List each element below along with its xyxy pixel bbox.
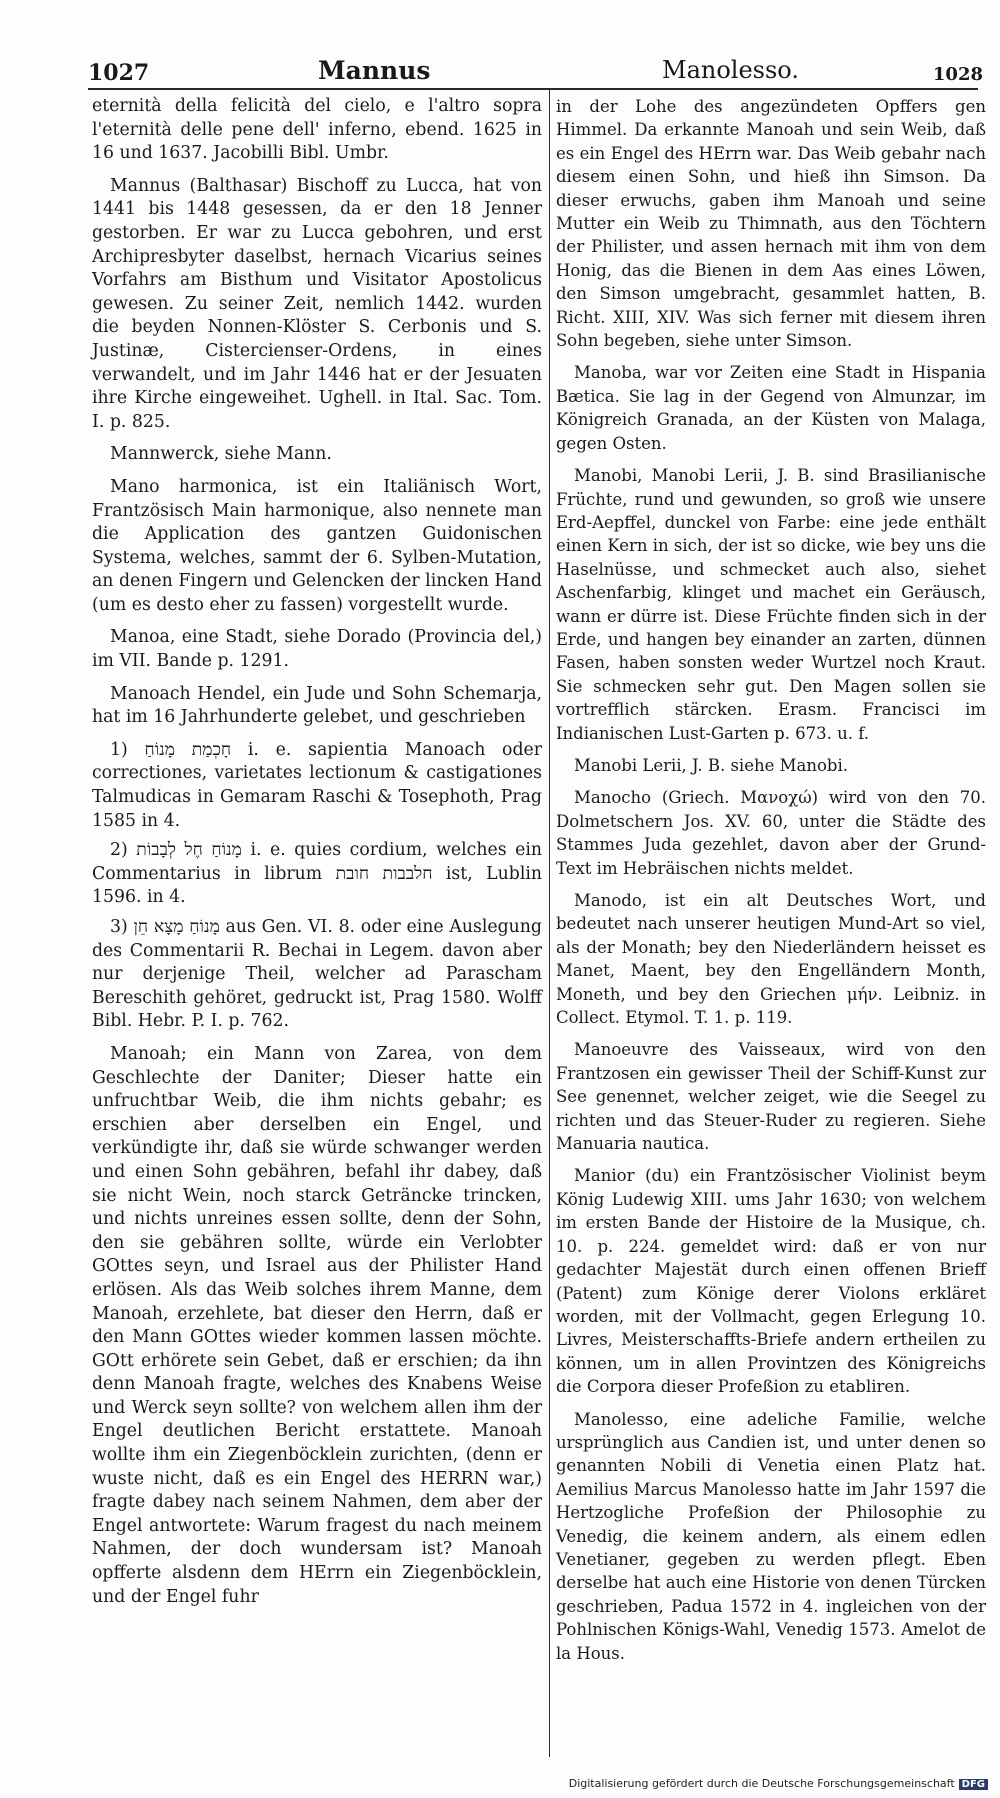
left-catchword: Mannus (318, 56, 431, 85)
right-catchword: Manolesso. (662, 56, 799, 84)
entry-manoa: Manoa, eine Stadt, siehe Dorado (Provincia del,) im VII. Bande p. 1291. (92, 627, 542, 672)
dfg-logo: DFG (959, 1779, 988, 1790)
right-page-number: 1028 (932, 64, 983, 85)
entry-manobi: Manobi, Manobi Lerii, J. B. sind Brasilianische Früchte, rund und gewunden, so groß wie unsere Erd-Aepffel, dunckel von Farbe: eine jede enthält einen Kern in sich, der ist so dicke, wie bey uns die Haselnüsse, und schmecket auch also, siehet Aschenfarbig, klinget und machet ein Geräusch, wann er dürre ist. Diese Früchte finden sich in der Erde, und hangen bey einander an zarten, dünnen Fasen, haben sonsten weder Wurtzel noch Kraut. Sie schmecken sehr gut. Den Magen sollen sie vortrefflich stärcken. Erasm. Francisci im Indianischen Lust-Garten p. 673. u. f. (556, 466, 986, 743)
entry-manocho: Manocho (Griech. Μανοχώ) wird von den 70. Dolmetschern Jos. XV. 60, unter die Städte des Stammes Juda gezehlet, davon aber der Grund-Text im Hebräischen nichts meldet. (556, 788, 986, 878)
entry-mannwerck: Mannwerck, siehe Mann. (110, 444, 332, 465)
entry-mano-harmonica: Mano harmonica, ist ein Italiänisch Wort, Frantzösisch Main harmonique, also nennete man die Application des gantzen Guidonischen Systema, welches, sammt der 6. Sylben-Mutation, an denen Fingern und Gelencken der lincken Hand (um es desto eher zu fassen) vorgestellt wurde. (92, 476, 542, 615)
entry-manodo: Manodo, ist ein alt Deutsches Wort, und bedeutet nach unserer heutigen Mund-Art so viel, als der Monath; bey den Niederländern heisset es Manet, Maent, bey den Engelländern Month, Moneth, und bey den Griechen μήν. Leibniz. in Collect. Etymol. T. 1. p. 119. (556, 891, 986, 1028)
work-item-1: 1) חָכְמַת מָנוֹחַ i. e. sapientia Manoach oder correctiones, varietates lectionum & castigationes Talmudicas in Gemaram Raschi & Tosephoth, Prag 1585 in 4. (92, 739, 543, 831)
entry-manior: Manior (du) ein Frantzösischer Violinist beym König Ludewig XIII. ums Jahr 1630; von welchem im ersten Bande der Histoire de la Musique, ch. 10. p. 224. gemeldet wird: daß er von nur gedachter Majestät durch einen offenen Brieff (Patent) zum Könige derer Violons erkläret worden, mit der Vollmacht, gegen Erlegung 10. Livres, Meisterschaffts-Briefe andern ertheilen zu können, um in allen Provintzen des Königreichs die Corpora dieser Profeßion zu etabliren. (556, 1166, 986, 1397)
entry-manobi-lerii: Manobi Lerii, J. B. siehe Manobi. (574, 755, 848, 775)
entry-manoba: Manoba, war vor Zeiten eine Stadt in Hispania Bætica. Sie lag in der Gegend von Almunzar, im Königreich Granada, an der Küsten von Malaga, gegen Osten. (556, 363, 986, 453)
entry-continuation: eternità della felicità del cielo, e l'altro sopra l'eternità delle pene dell' inferno, ebend. 1625 in 16 und 1637. Jacobilli Bibl. Umbr. (92, 96, 542, 164)
left-column (92, 95, 542, 1618)
entry-manoeuvre: Manoeuvre des Vaisseaux, wird von den Frantzosen ein gewisser Theil der Schiff-Kunst zur See genennet, welcher zeiget, wie die Seegel zu richten und das Steuer-Ruder zu regieren. Siehe Manuaria nautica. (556, 1040, 986, 1154)
left-page-number: 1027 (88, 60, 150, 86)
column-divider (549, 90, 550, 1757)
entry-manoah-continued: in der Lohe des angezündeten Opffers gen Himmel. Da erkannte Manoah und sein Weib, daß es ein Engel des HErrn war. Das Weib gebahr nach diesem einen Sohn, und hieß ihn Simson. Da dieser erwuchs, gaben ihm Manoah und seine Mutter ein Weib zu Thimnath, aus den Töchtern der Philister, und assen hernach mit ihm von dem Honig, das die Bienen in dem Aas eines Löwen, den Simson umgebracht, gesammlet hatten, B. Richt. XIII, XIV. Was sich ferner mit diesem ihren Sohn begeben, siehe unter Simson. (556, 97, 986, 351)
entry-mannus: Mannus (Balthasar) Bischoff zu Lucca, hat von 1441 bis 1448 gesessen, da er den 18 Jenner gestorben. Er war zu Lucca gebohren, und erst Archipresbyter daselbst, hernach Vicarius seines Vorfahrs am Bisthum und Visitator Apostolicus gewesen. Zu seiner Zeit, nemlich 1442. wurden die beyden Nonnen-Klöster S. Cerbonis und S. Justinæ, Cistercienser-Ordens, in eines verwandelt, und im Jahr 1446 hat er der Jesuaten ihre Kirche eingeweihet. Ughell. in Ital. Sac. Tom. I. p. 825. (92, 175, 542, 432)
work-item-3: 3) מָנוֹחַ מָצָא חֵן aus Gen. VI. 8. oder eine Auslegung des Commentarii R. Bechai in Legem. davon aber nur derjenige Theil, welcher ad Parascham Bereschith gehöret, gedruckt ist, Prag 1580. Wolff Bibl. Hebr. P. I. p. 762. (92, 917, 542, 1032)
entry-manoach-hendel: Manoach Hendel, ein Jude und Sohn Schemarja, hat im 16 Jahrhunderte gelebet, und geschrieben (92, 683, 542, 728)
digitization-credit (569, 1777, 988, 1790)
work-item-2: 2) מָנוֹחַ חֶל לְבָבוֹת i. e. quies cordium, welches ein Commentarius in librum חלבבות חובת ist, Lublin 1596. in 4. (92, 840, 543, 908)
right-column (556, 95, 986, 1674)
entry-manolesso: Manolesso, eine adeliche Familie, welche ursprünglich aus Candien ist, und unter denen so genannten Nobili di Venetia einen Platz hat. Aemilius Marcus Manolesso hatte im Jahr 1597 die Hertzogliche Profeßion der Philosophie zu Venedig, die keinem andern, als einem edlen Venetianer, gegeben zu werden pflegt. Eben derselbe hat auch eine Historie von denen Türcken geschrieben, Padua 1572 in 4. ingleichen von der Pohlnischen Königs-Wahl, Venedig 1573. Amelot de la Hous. (556, 1409, 986, 1663)
credit-text: Digitalisierung gefördert durch die Deutsche Forschungsgemeinschaft (568, 1777, 955, 1790)
entry-manoah: Manoah; ein Mann von Zarea, von dem Geschlechte der Daniter; Dieser hatte ein unfruchtbar Weib, die ihm nichts gebahr; es erschien aber derselben ein Engel, und verkündigte ihr, daß sie würde schwanger werden und einen Sohn gebähren, befahl ihr dabey, daß sie nicht Wein, noch starck Geträncke trincken, und nichts unreines essen sollte, denn der Sohn, den sie gebähren sollte, würde ein Verlobter GOttes seyn, und Israel aus der Philister Hand erlösen. Als das Weib solches ihrem Manne, dem Manoah, erzehlete, bat dieser den Herrn, daß er den Mann GOttes wieder kommen lassen möchte. GOtt erhörete sein Gebet, daß er erschien; da ihn denn Manoah fragte, welches des Knabens Weise und Werck seyn sollte? von welchem allen ihm der Engel deutlichen Bericht erstattete. Manoah wollte ihm ein Ziegenböcklein zurichten, (denn er wuste nicht, daß es ein Engel des HERRN war,) fragte dabey nach seinem Nahmen, dem aber der Engel antwortete: Warum fragest du nach meinem Nahmen, der doch wundersam ist? Manoah opfferte alsdenn dem HErrn ein Ziegenböcklein, und der Engel fuhr (92, 1043, 542, 1607)
header-rule (88, 88, 978, 90)
